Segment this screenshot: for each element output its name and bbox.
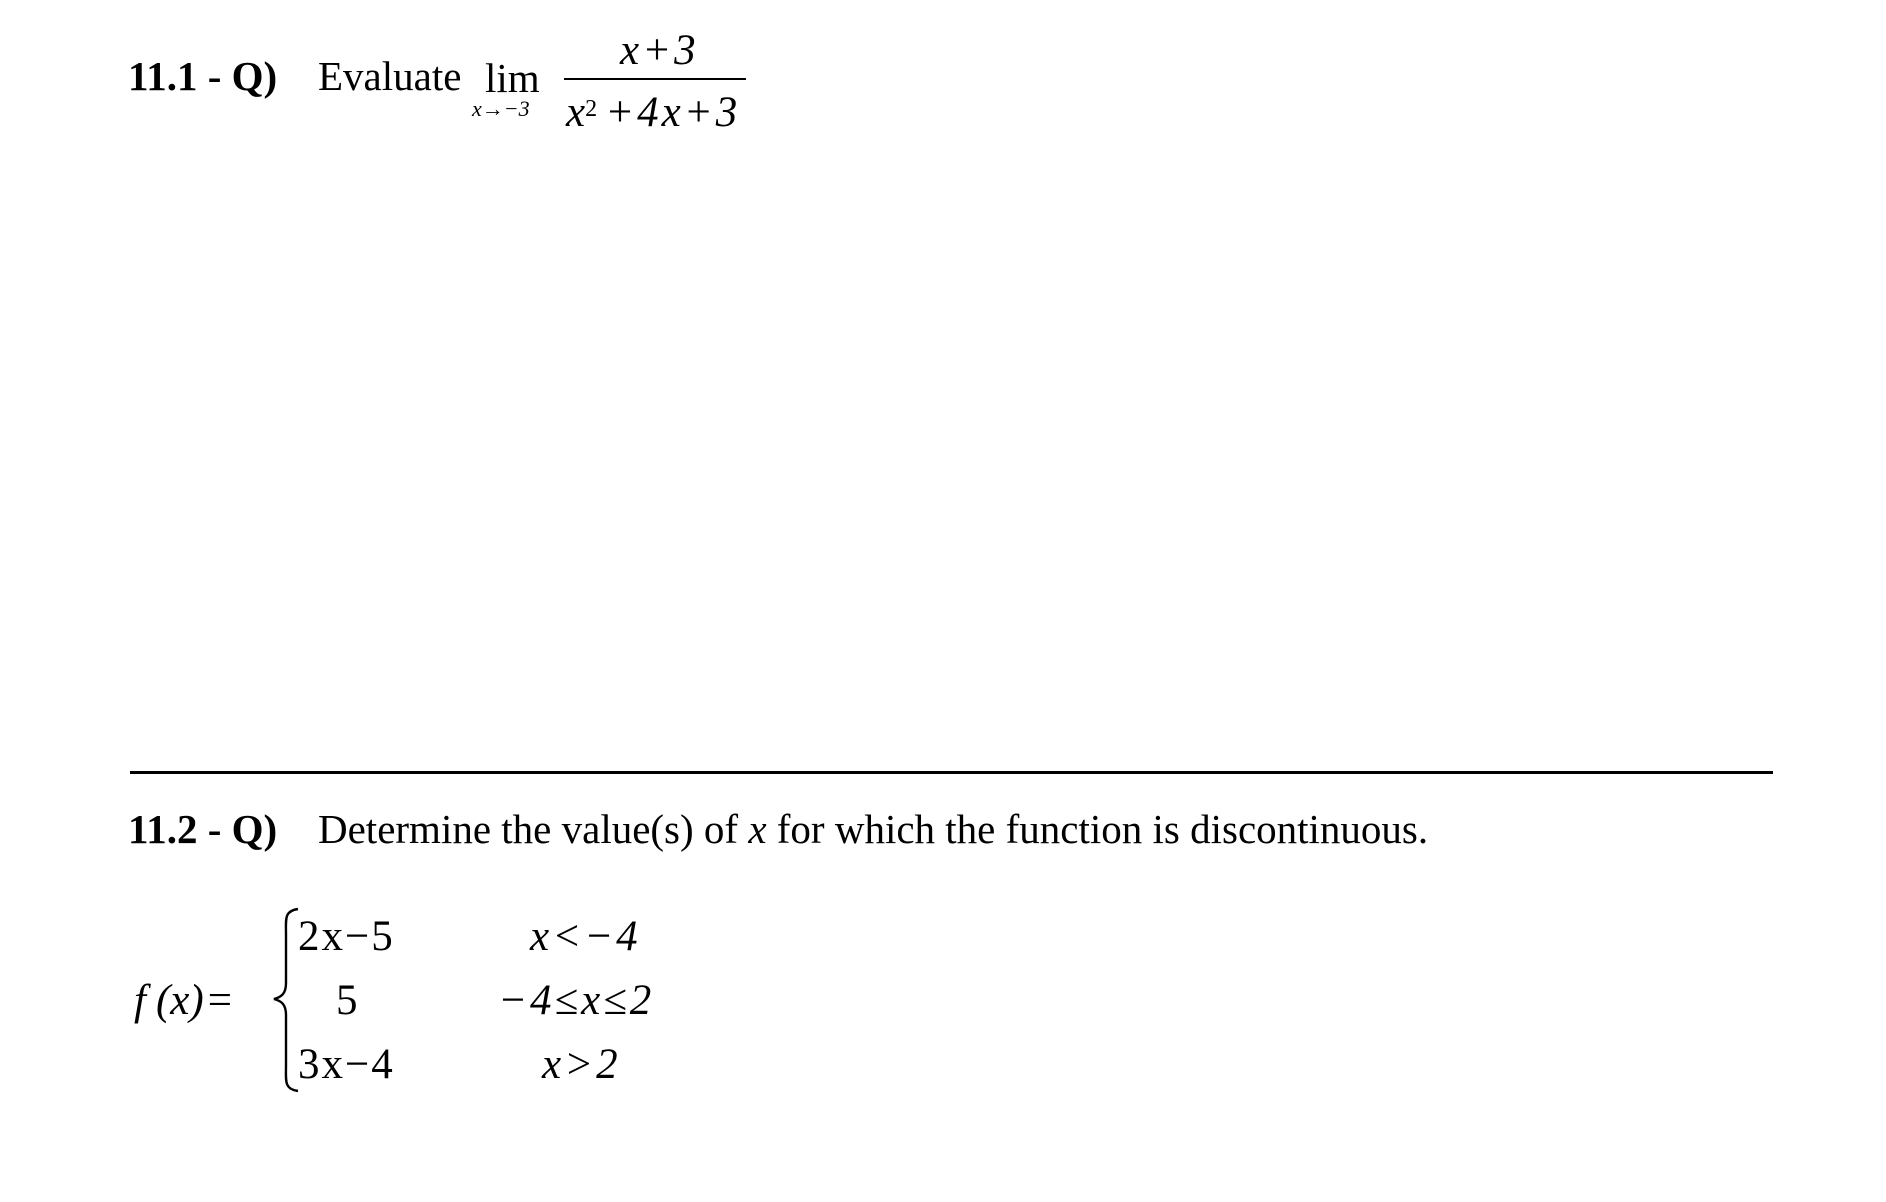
denominator-base: x [566,89,586,136]
q2-label: 11.2 - Q) [128,806,278,852]
q2-prompt-variable: x [748,806,767,852]
case-2-condition-text: −4≤x≤2 [498,977,655,1024]
q1-prompt: Evaluate [318,53,462,99]
case-row-2-expression [336,976,358,1025]
case-row-1-expression [298,912,395,961]
case-row-3-expression [298,1040,395,1089]
function-argument: (x) [155,977,204,1024]
section-divider [130,771,1773,774]
q2-prompt-after: for which the function is discontinuous. [776,806,1429,852]
q1-label: 11.1 - Q) [128,53,278,99]
fraction-bar [564,78,746,80]
q2-prompt-before: Determine the value(s) of [318,806,739,852]
function-name: f [134,977,146,1024]
case-row-3-condition [542,1040,621,1089]
case-2-expression-text: 5 [336,977,358,1024]
limit-subscript: x→−3 [472,96,530,121]
case-1-expression-text: 2x−5 [298,913,395,960]
denominator-exponent: 2 [585,95,598,122]
case-row-1-condition [530,912,641,961]
case-3-expression-text: 3x−4 [298,1041,395,1088]
limit-operator: lim [485,55,540,101]
denominator-rest: +4x+3 [605,89,741,136]
case-row-2-condition [498,976,654,1025]
case-3-condition-text: x>2 [542,1041,621,1088]
function-label [134,976,232,1025]
function-equals: = [207,977,232,1024]
q2-prompt [318,805,1428,853]
fraction-numerator: x+3 [620,27,699,74]
case-1-condition-text: x<−4 [530,913,641,960]
fraction-denominator [566,88,740,137]
